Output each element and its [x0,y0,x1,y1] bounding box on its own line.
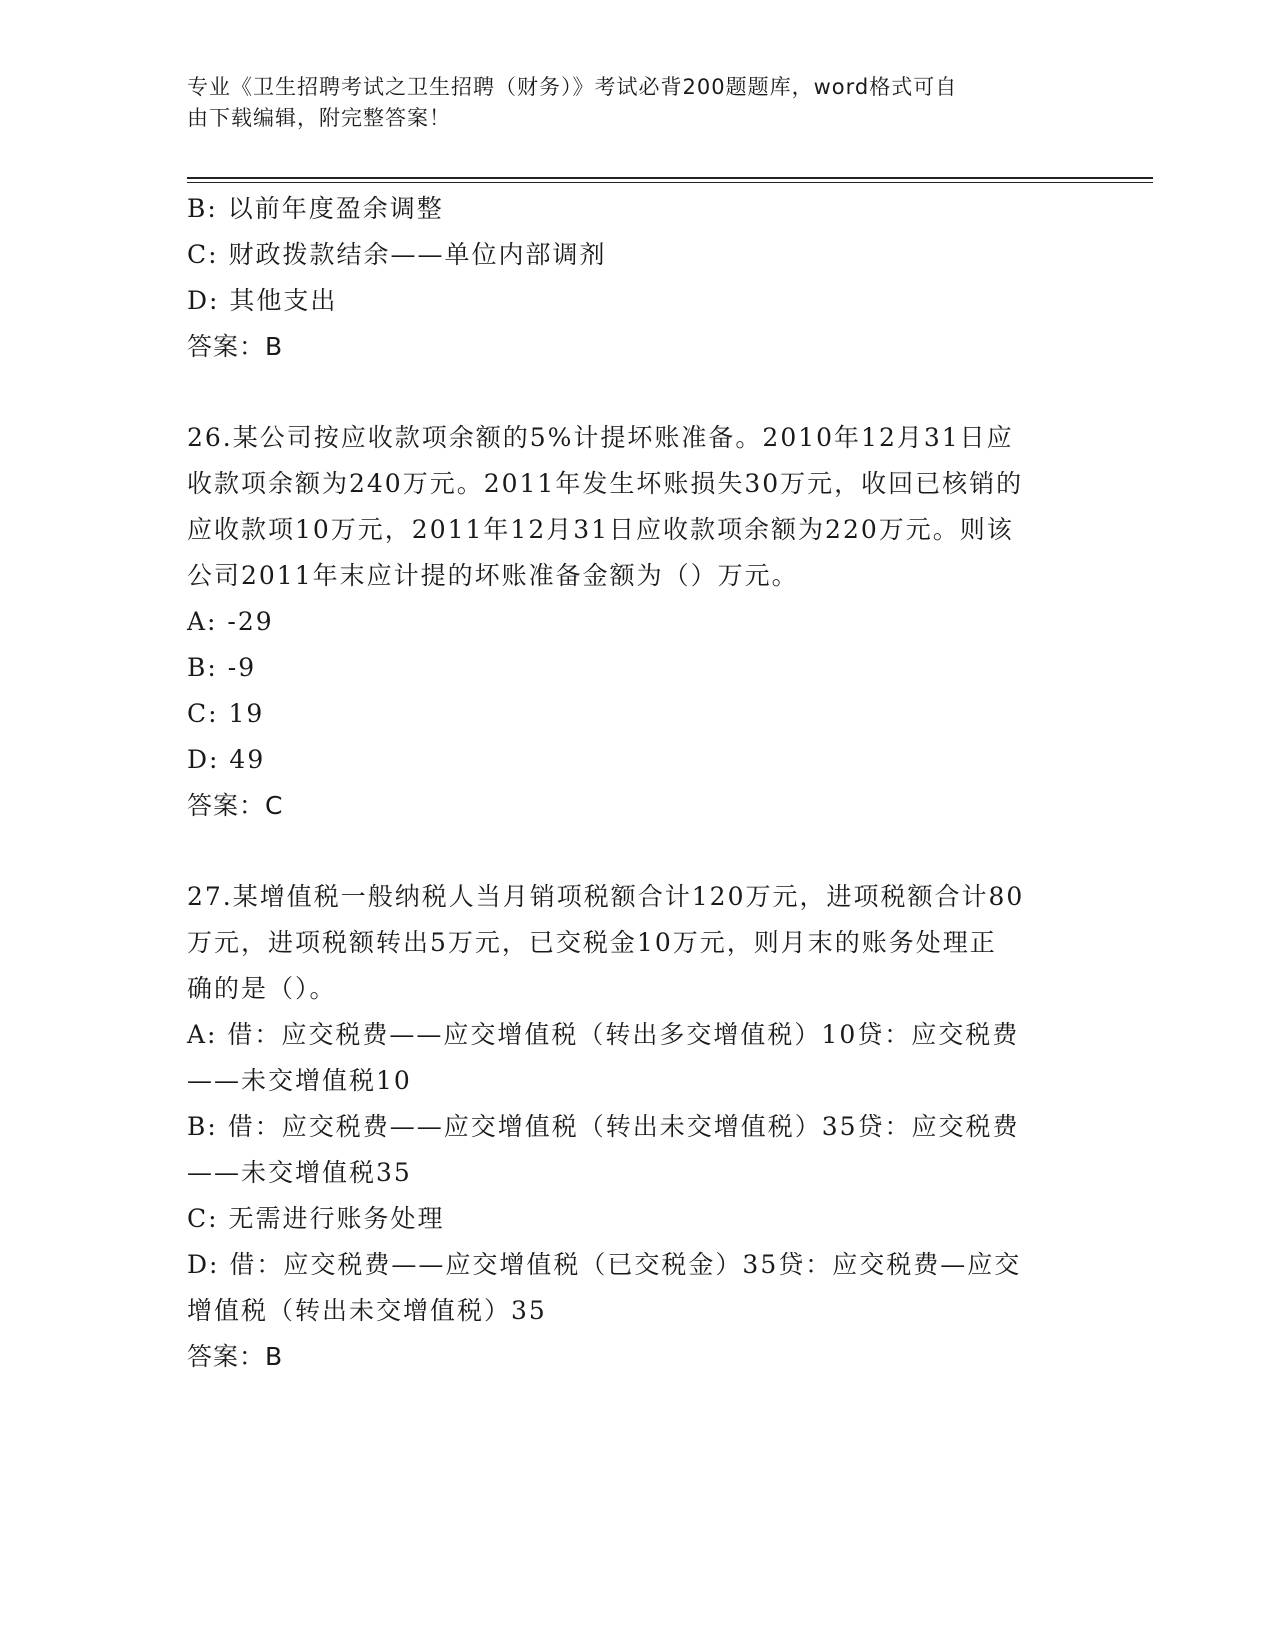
question-stem-line: 收款项余额为240万元。2011年发生坏账损失30万元，收回已核销的 [187,469,1024,498]
option-a: A: -29 [187,607,274,636]
option-d: D: 借：应交税费——应交增值税（已交税金）35贷：应交税费—应交 [187,1250,1022,1279]
question-stem-line: 万元，进项税额转出5万元，已交税金10万元，则月末的账务处理正 [187,928,997,957]
question-stem-line: 公司2011年末应计提的坏账准备金额为（）万元。 [187,561,799,590]
option-d-continued: 增值税（转出未交增值税）35 [187,1296,547,1325]
answer-line: 答案：B [187,1342,284,1371]
option-c: C: 财政拨款结余——单位内部调剂 [187,240,607,269]
question-stem-line: 26.某公司按应收款项余额的5%计提坏账准备。2010年12月31日应 [187,423,1014,452]
question-stem-line: 27.某增值税一般纳税人当月销项税额合计120万元，进项税额合计80 [187,882,1025,911]
option-b: B: 借：应交税费——应交增值税（转出未交增值税）35贷：应交税费 [187,1112,1020,1141]
option-b: B: -9 [187,653,257,682]
question-stem-line: 应收款项10万元，2011年12月31日应收款项余额为220万元。则该 [187,515,1014,544]
option-b-continued: ——未交增值税35 [187,1158,412,1187]
option-a: A: 借：应交税费——应交增值税（转出多交增值税）10贷：应交税费 [187,1020,1020,1049]
spacer [187,370,1077,415]
answer-line: 答案：B [187,332,284,361]
question-26 [187,415,1077,829]
header-line-2: 由下载编辑，附完整答案！ [187,106,451,130]
previous-question-tail [187,186,1077,370]
document-header [187,72,1067,134]
option-a-continued: ——未交增值税10 [187,1066,412,1095]
question-27 [187,874,1077,1380]
option-c: C: 无需进行账务处理 [187,1204,445,1233]
option-d: D: 49 [187,745,266,774]
header-line-1: 专业《卫生招聘考试之卫生招聘（财务）》考试必背200题题库，word格式可自 [187,75,958,99]
document-body [187,186,1077,1380]
option-c: C: 19 [187,699,265,728]
answer-line: 答案：C [187,791,284,820]
header-divider [187,177,1153,183]
option-d: D: 其他支出 [187,286,338,315]
spacer [187,829,1077,874]
question-stem-line: 确的是（）。 [187,974,337,1003]
option-b: B: 以前年度盈余调整 [187,194,444,223]
